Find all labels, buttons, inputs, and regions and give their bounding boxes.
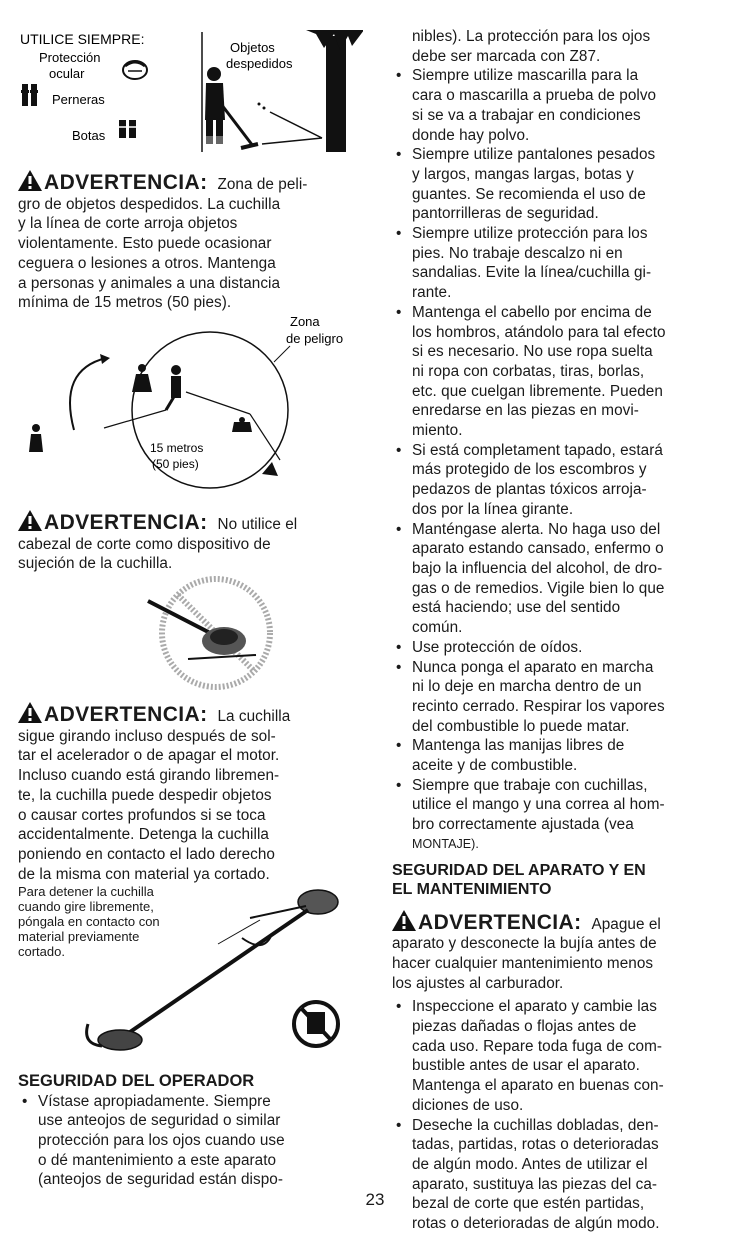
warning-blade-coasting (18, 700, 363, 884)
bullet-item: • Manténgase alerta. No haga uso del aparato estando cansado, enfermo o bajo la influencia del alcohol, de dro- gas o de remedios. Vigile bien lo que está haciendo; use del sentido común. (392, 520, 737, 638)
bullet-item: • Vístase apropiadamente. Siempre use anteojos de seguridad o similar protección para los ojos cuando use o dé mantenimiento a este aparato (anteojos de seguridad están dispo- (18, 1092, 363, 1191)
distance-label-1: 15 metros (150, 441, 204, 455)
warning-triangle-icon (18, 510, 42, 531)
warning-word: ADVERTENCIA: (44, 511, 208, 534)
bullet-item: • Nunca ponga el aparato en marcha ni lo deje en marcha dentro de un recinto cerrado. Respirar los vapores del combustible lo puede matar. (392, 658, 737, 737)
eye-protection-label-2: ocular (49, 66, 85, 81)
trimmer-illustration (18, 884, 363, 1064)
bullet-item: • Siempre que trabaje con cuchillas, utilice el mango y una correa al hom- bro correctamente ajustada (vea MONTAJE). (392, 776, 737, 855)
danger-zone-label-2: de peligro (286, 331, 344, 346)
leg-guards-label: Perneras (52, 92, 105, 107)
section-title-2: EL MANTENIMIENTO (392, 881, 552, 899)
equipment-safety-section (392, 861, 737, 900)
section-title-1: SEGURIDAD DEL APARATO Y EN (392, 861, 646, 879)
boots-icon (119, 120, 136, 138)
operator-bullets-continued (392, 66, 737, 854)
bullet-item: • Mantenga las manijas libres de aceite y de combustible. (392, 736, 737, 775)
warning-thrown-objects (18, 168, 363, 313)
danger-zone-figure (18, 310, 363, 490)
operator-icon (205, 67, 258, 148)
warning-body: cabezal de corte como dispositivo de sujeción de la cuchilla. (18, 535, 271, 573)
bullet-item: • Siempre utilize protección para los pies. No trabaje descalzo ni en sandalias. Evite la línea/cuchilla gi- rante. (392, 224, 737, 303)
warning-first-line: La cuchilla (217, 708, 291, 725)
bullet-item: • Use protección de oídos. (392, 638, 737, 658)
eye-protection-label-1: Protección (39, 50, 101, 65)
operator-bullets (18, 1092, 363, 1191)
debris-trajectory (258, 103, 323, 145)
thrown-objects-label-2: despedidos (226, 56, 293, 71)
warning-first-line: No utilice el (217, 516, 298, 533)
warning-body: gro de objetos despedidos. La cuchilla y la línea de corte arroja objetos violentamente. Esto puede ocasionar ceguera o lesiones a otros. Mantenga a personas y animales a una distancia mínima de 15 metros (50 pies). (18, 195, 281, 312)
warning-first-line: Zona de peli- (217, 176, 308, 193)
thrown-objects-label-1: Objetos (230, 40, 275, 55)
leg-guards-icon (21, 84, 38, 106)
prohibited-icon (294, 1002, 338, 1046)
prohibited-cutting-head-figure (18, 575, 363, 695)
stop-blade-figure (18, 884, 363, 1064)
operator-safety-section (18, 1072, 363, 1190)
warning-word: ADVERTENCIA: (44, 171, 208, 194)
warning-body: aparato y desconecte la bujía antes de hacer cualquier mantenimiento menos los ajustes al carburador. (392, 935, 657, 992)
bullet-item: • Si está completament tapado, estará más protegido de los escombros y pedazos de plantas tóxicos arroja- dos por la línea girante. (392, 441, 737, 520)
ppe-title: UTILICE SIEMPRE: (20, 31, 145, 47)
distance-label-2: (50 pies) (152, 457, 199, 471)
bullet-item: • Mantenga el cabello por encima de los hombros, atándolo para tal efecto si es necesario. No use ropa suelta ni ropa con corbatas, tiras, borlas, etc. que cuelgan libremente. Pueden enredarse en las piezas en movi- miento. (392, 303, 737, 441)
warning-word: ADVERTENCIA: (44, 703, 208, 726)
center-operator-icon (166, 365, 181, 410)
section-title: SEGURIDAD DEL OPERADOR (18, 1072, 255, 1090)
right-column-text (392, 27, 737, 1234)
danger-zone-label-1: Zona (290, 314, 320, 329)
bullet-item: • Deseche la cuchillas dobladas, den- tadas, partidas, rotas o deterioradas de algún modo. Antes de utilizar el aparato, sustituya las piezas del ca- bezal de corte que estén partidas, rotas o deterioradas de algún modo. (392, 1116, 737, 1234)
warning-triangle-icon (18, 702, 42, 723)
page-number: 23 (365, 1190, 385, 1209)
warning-body: sigue girando incluso después de sol- tar el acelerador o de apagar el motor. Incluso cuando está girando libremen- te, la cuchilla puede despedir objetos o causar cortes profundos si se toca accidentalmente. Detenga la cuchilla poniendo en contacto el lado derecho de la misma con material ya cortado. (18, 727, 280, 883)
bullet-item: • Inspeccione el aparato y cambie las piezas dañadas o flojas antes de cada uso. Repare toda fuga de com- bustible antes de usar el aparato. Mantenga el aparato en buenas con- diciones de uso. (392, 997, 737, 1115)
warning-first-line: Apague el (591, 915, 661, 933)
warning-word: ADVERTENCIA: (418, 910, 582, 934)
goggles-icon (123, 61, 147, 79)
ppe-figure (18, 28, 363, 180)
warning-triangle-icon (18, 170, 42, 191)
warning-triangle-icon (392, 910, 416, 931)
boots-label: Botas (72, 128, 106, 143)
bullet-item: • Siempre utilize pantalones pesados y largos, mangas largas, botas y guantes. Se recomienda el uso de pantorrilleras de seguridad. (392, 145, 737, 224)
warning-maintenance (392, 908, 737, 994)
bullet-item: • Siempre utilize mascarilla para la cara o mascarilla a prueba de polvo si se va a trabajar en condiciones donde hay polvo. (392, 66, 737, 145)
warning-cutting-head (18, 508, 363, 574)
stop-blade-caption: Para detener la cuchilla cuando gire libremente, póngala en contacto con material previamente cortado. (18, 884, 160, 959)
continued-text: nibles). La protección para los ojos debe ser marcada con Z87. (412, 28, 651, 65)
